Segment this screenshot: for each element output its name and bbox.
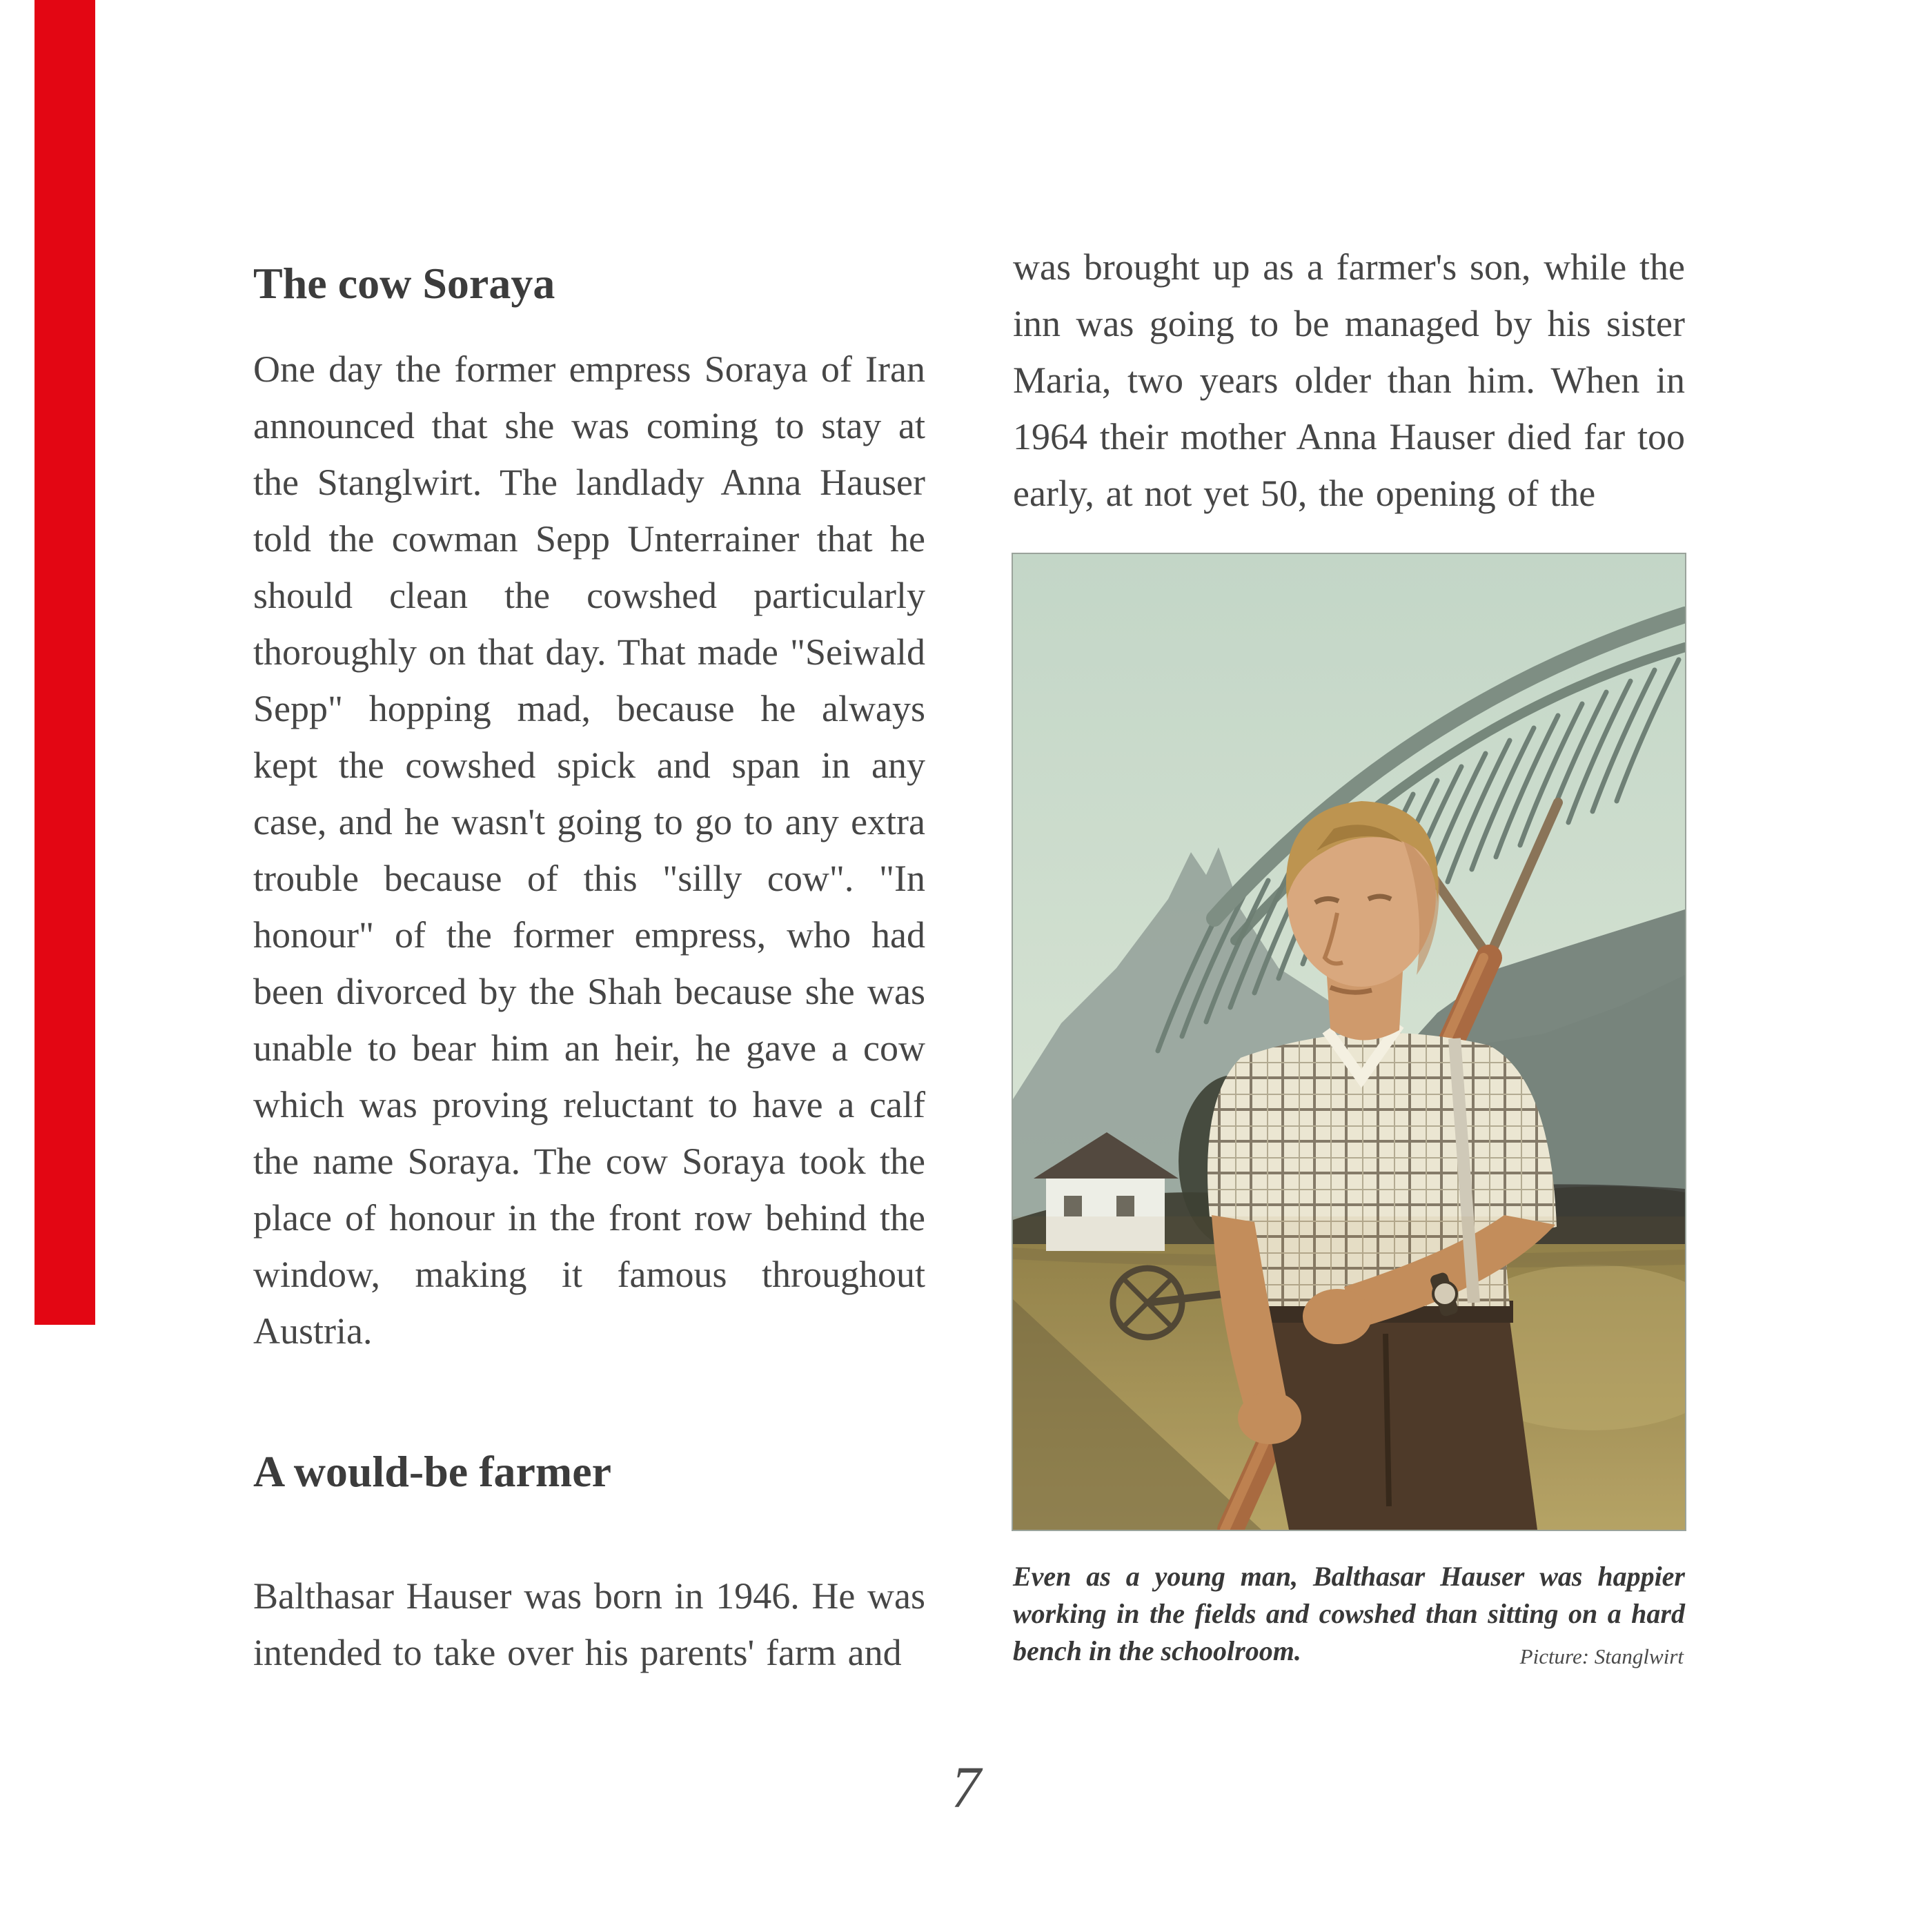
photo-illustration bbox=[1013, 554, 1685, 1530]
photo-young-farmer bbox=[1013, 554, 1685, 1530]
page-number: 7 bbox=[951, 1754, 981, 1820]
section-heading-would-be-farmer: A would-be farmer bbox=[253, 1447, 612, 1496]
paragraph-cow-soraya: One day the former empress Soraya of Iran announced that she was coming to stay at the Stanglwirt. The landlady Anna Hauser told the cowman Sepp Unterrainer that he should clean the cowshed particularly thoroughly on that day. That made "Seiwald Sepp" hopping mad, because he always kept the cowshed spick and span in any case, and he wasn't going to go to any extra trouble because of this "silly cow". "In honour" of the former empress, who had been divorced by the Shah because she was unable to bear him an heir, he gave a cow which was proving reluctant to have a calf the name Soraya. The cow Soraya took the place of honour in the front row behind the window, making it famous throughout Austria. bbox=[253, 348, 925, 1352]
photo-caption-text: Even as a young man, Balthasar Hauser was happier working in the fields and cowshed than sitting on a hard bench in the schoolroom. bbox=[1013, 1561, 1685, 1666]
section-heading-cow-soraya: The cow Soraya bbox=[253, 259, 555, 308]
paragraph-continuation: was brought up as a farmer's son, while the inn was going to be managed by his sister Maria, two years older than him. When in 1964 their mother Anna Hauser died far too early, at not yet 50, the opening of the bbox=[1013, 246, 1685, 514]
page-edge-accent-bar bbox=[34, 0, 95, 1325]
photo-credit: Picture: Stanglwirt bbox=[1519, 1644, 1684, 1668]
photo-caption bbox=[1013, 1558, 1685, 1675]
paragraph-would-be-farmer: Balthasar Hauser was born in 1946. He was intended to take over his parents' farm and bbox=[253, 1575, 925, 1673]
